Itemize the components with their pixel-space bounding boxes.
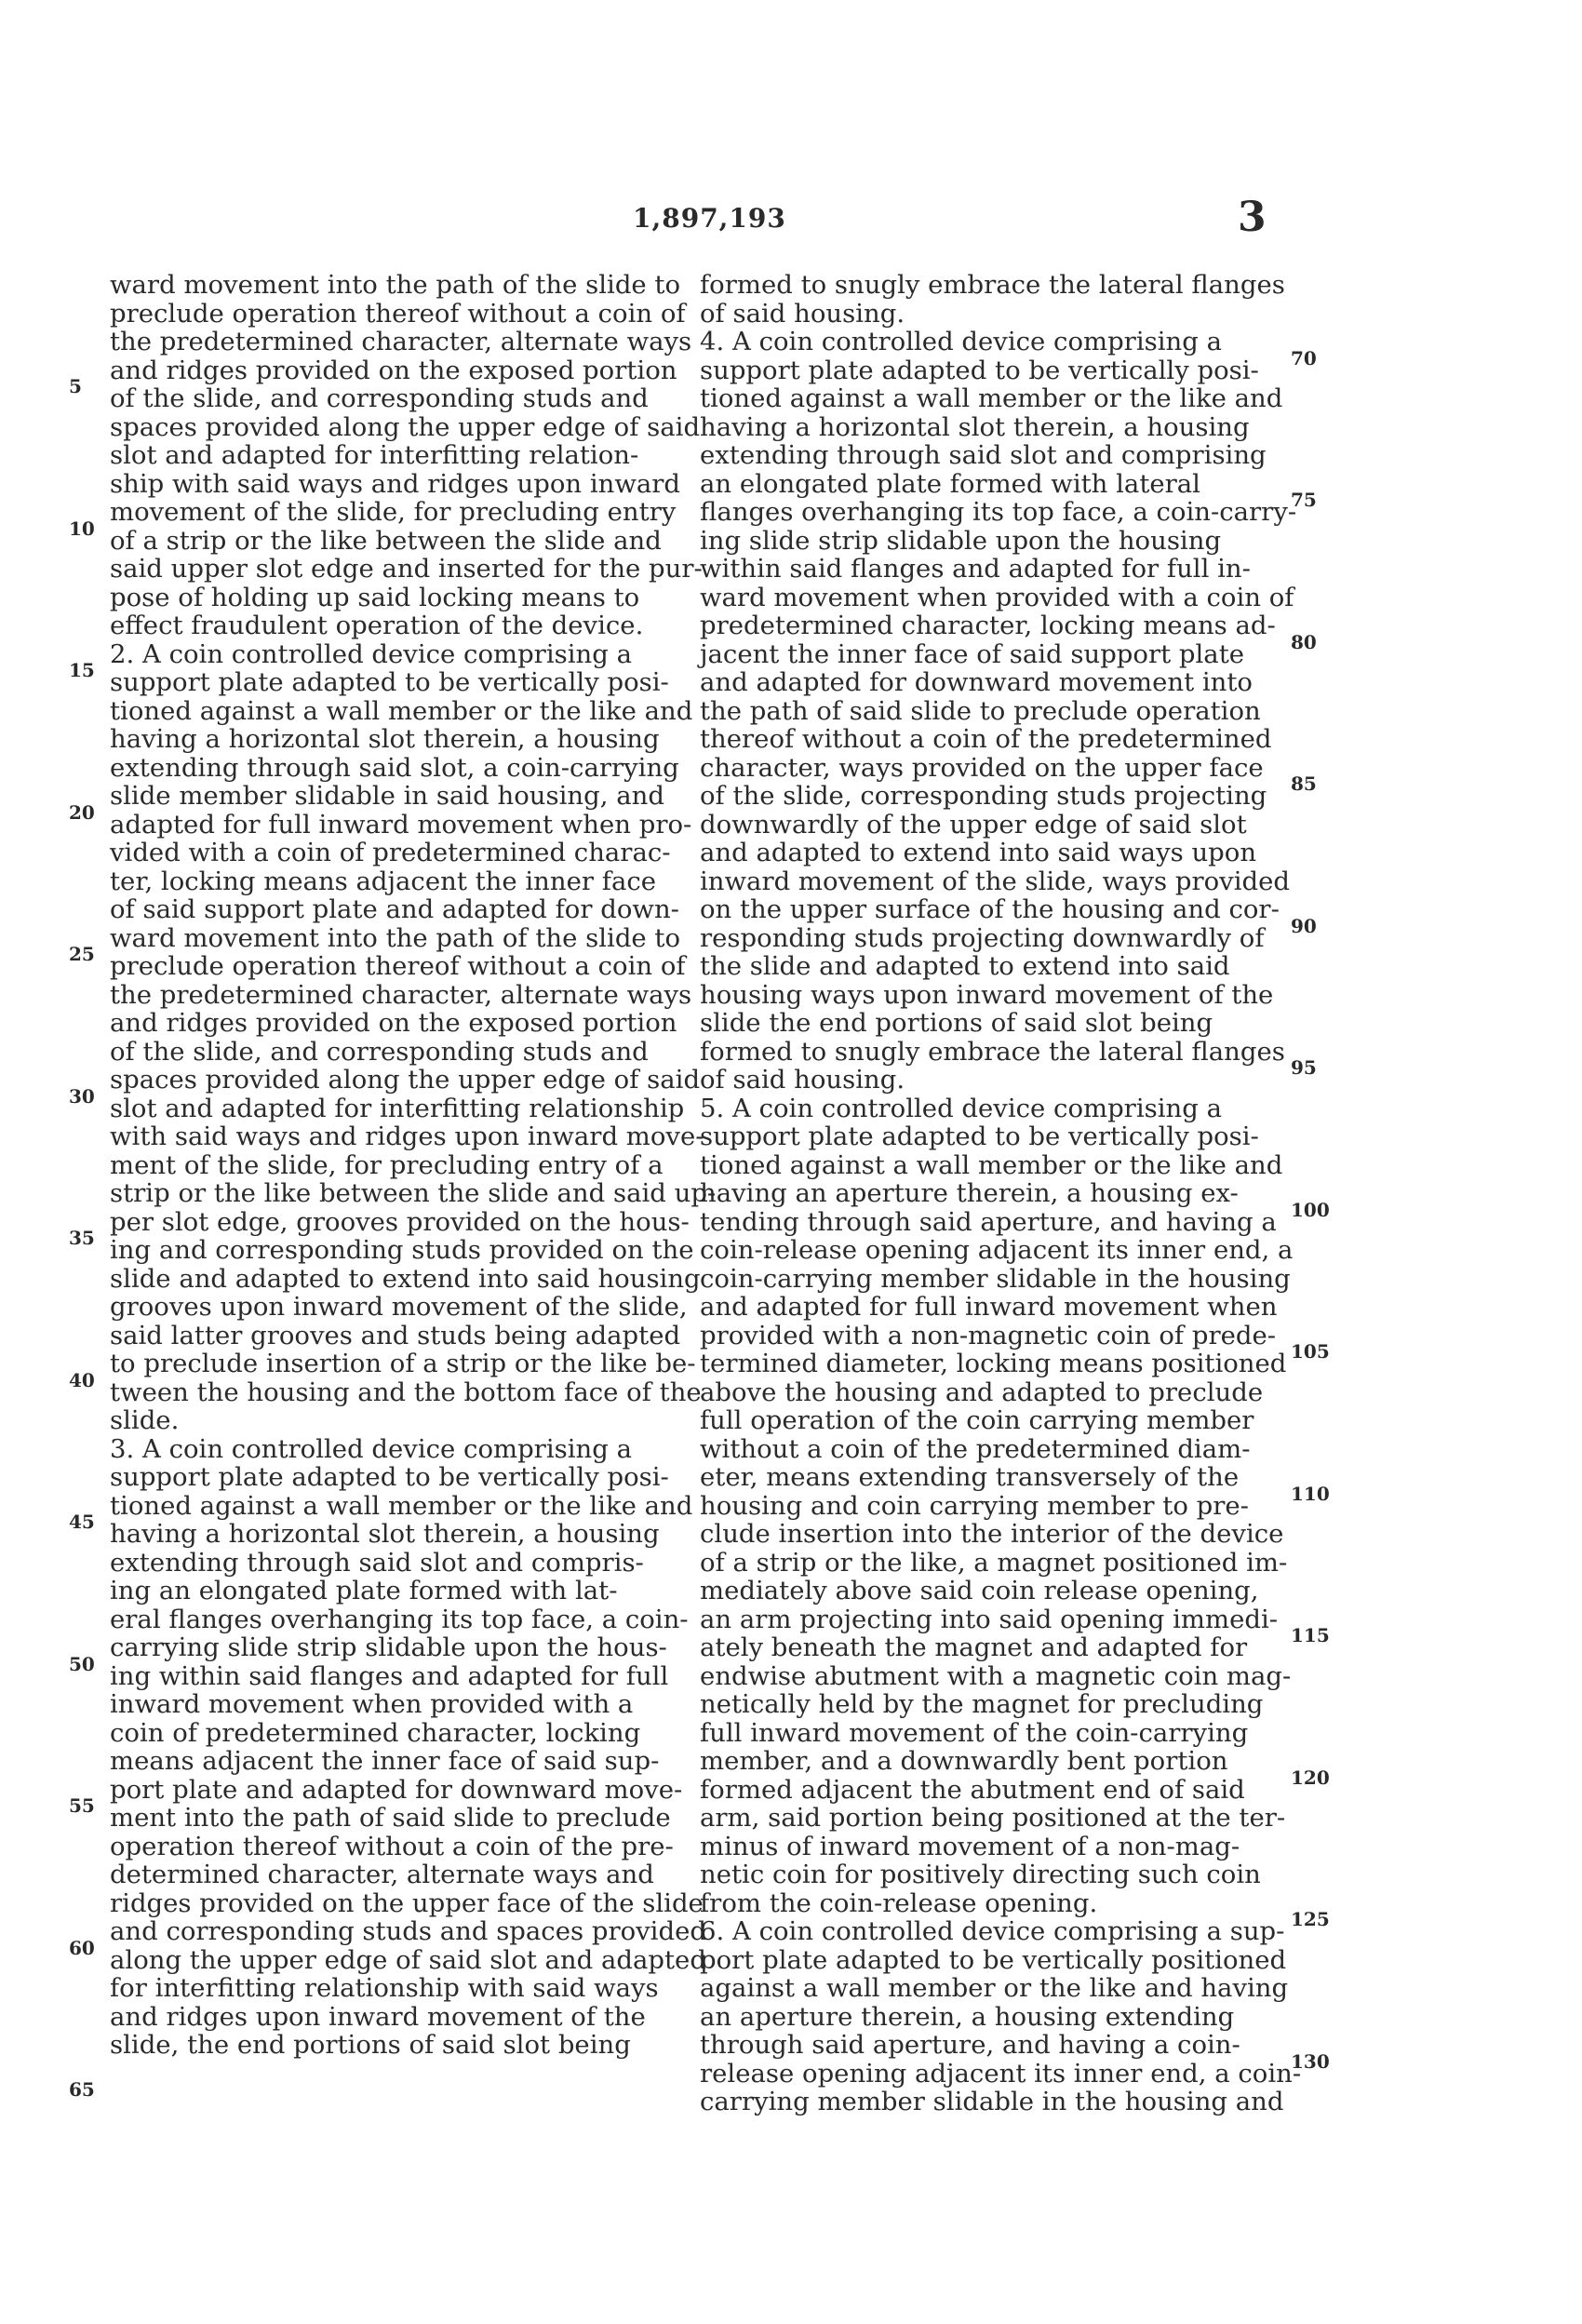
text-line: of a strip or the like between the slide and [110, 525, 662, 556]
right-column [700, 270, 1302, 2116]
text-line: of said housing. [700, 298, 905, 329]
text-line: ing and corresponding studs provided on the [110, 1235, 694, 1265]
text-line: mediately above said coin release opening, [700, 1576, 1259, 1605]
text-line: an aperture therein, a housing extending [700, 2001, 1235, 2032]
line-number: 120 [1291, 1766, 1330, 1789]
text-line: said upper slot edge and inserted for the pur- [110, 554, 703, 584]
text-line: extending through said slot, a coin-carrying [110, 752, 679, 783]
text-line: support plate adapted to be vertically posi- [110, 1462, 669, 1492]
text-line: tioned against a wall member or the like and [110, 695, 693, 726]
text-line: slide and adapted to extend into said housing [110, 1263, 701, 1294]
text-line: ward movement into the path of the slide to [110, 922, 681, 953]
text-line: ing within said flanges and adapted for full [110, 1660, 669, 1691]
text-line: 2. A coin controlled device comprising a [110, 638, 632, 669]
text-line: ment of the slide, for precluding entry of a [110, 1149, 664, 1180]
text-line: on the upper surface of the housing and cor- [700, 894, 1280, 924]
text-line: above the housing and adapted to preclude [700, 1377, 1264, 1407]
line-number: 70 [1291, 346, 1317, 369]
text-line: spaces provided along the upper edge of said [110, 411, 701, 442]
text-line: predetermined character, locking means ad- [700, 611, 1276, 640]
line-number: 75 [1291, 489, 1317, 511]
text-line: 4. A coin controlled device comprising a [700, 327, 1222, 356]
text-line: against a wall member or the like and having [700, 1973, 1289, 2003]
line-number: 110 [1291, 1482, 1330, 1505]
text-line: 3. A coin controlled device comprising a [110, 1433, 632, 1464]
text-line: the slide and adapted to extend into said [700, 951, 1230, 981]
text-line: per slot edge, grooves provided on the hous- [110, 1206, 690, 1237]
text-line: provided with a non-magnetic coin of prede- [700, 1320, 1277, 1350]
text-line: termined diameter, locking means positioned [700, 1349, 1287, 1378]
text-line: of the slide, and corresponding studs and [110, 383, 649, 413]
text-line: flanges overhanging its top face, a coin-carry- [700, 497, 1297, 527]
patent-number: 1,897,193 [633, 203, 786, 234]
text-line: ward movement into the path of the slide to [110, 270, 681, 300]
line-number: 15 [69, 659, 95, 681]
text-line: ward movement when provided with a coin of [700, 582, 1294, 612]
text-line: slide, the end portions of said slot being [110, 2030, 631, 2060]
text-line: preclude operation thereof without a coin of [110, 951, 686, 981]
text-line: ridges provided on the upper face of the slide [110, 1887, 704, 1918]
line-number: 40 [69, 1368, 95, 1391]
text-line: coin-carrying member slidable in the housing [700, 1263, 1291, 1294]
line-number: 115 [1291, 1624, 1330, 1646]
text-line: formed adjacent the abutment end of said [700, 1774, 1245, 1805]
text-line: the path of said slide to preclude operation [700, 695, 1261, 726]
text-line: means adjacent the inner face of said sup- [110, 1746, 660, 1776]
text-line: and adapted for downward movement into [700, 667, 1253, 697]
line-number: 65 [69, 2078, 95, 2101]
text-line: 5. A coin controlled device comprising a [700, 1093, 1222, 1123]
text-line: and ridges provided on the exposed portion [110, 1008, 677, 1038]
line-number: 95 [1291, 1056, 1317, 1079]
text-line: of the slide, corresponding studs projecting [700, 781, 1267, 811]
text-line: and ridges upon inward movement of the [110, 2001, 646, 2032]
text-line: full inward movement of the coin-carrying [700, 1717, 1249, 1748]
page-number: 3 [1238, 194, 1267, 241]
text-line: for interfitting relationship with said ways [110, 1973, 659, 2003]
text-line: support plate adapted to be vertically posi- [700, 1122, 1259, 1151]
text-line: ment into the path of said slide to preclude [110, 1803, 671, 1833]
line-number: 90 [1291, 914, 1317, 937]
text-line: netically held by the magnet for precluding [700, 1689, 1264, 1719]
text-line: tending through said aperture, and having a [700, 1206, 1277, 1237]
text-line: slide. [110, 1405, 180, 1435]
text-line: having an aperture therein, a housing ex- [700, 1178, 1239, 1208]
text-line: and adapted for full inward movement when [700, 1292, 1278, 1322]
text-line: eter, means extending transversely of the [700, 1462, 1240, 1492]
left-column [110, 270, 717, 2060]
text-line: netic coin for positively directing such coin [700, 1860, 1261, 1889]
text-line: having a horizontal slot therein, a housing [110, 724, 660, 754]
text-line: inward movement when provided with a [110, 1689, 634, 1719]
text-line: member, and a downwardly bent portion [700, 1746, 1228, 1776]
line-number: 105 [1291, 1340, 1330, 1363]
line-number: 85 [1291, 772, 1317, 795]
text-line: full operation of the coin carrying member [700, 1405, 1254, 1435]
line-number: 100 [1291, 1198, 1330, 1221]
text-line: an elongated plate formed with lateral [700, 468, 1200, 499]
line-number: 20 [69, 800, 95, 824]
text-line: vided with a coin of predetermined charac- [110, 838, 671, 867]
text-line: and corresponding studs and spaces provided [110, 1916, 706, 1946]
text-line: ing slide strip slidable upon the housing [700, 525, 1222, 556]
text-line: minus of inward movement of a non-mag- [700, 1831, 1240, 1861]
text-line: support plate adapted to be vertically posi- [110, 667, 669, 697]
text-line: coin of predetermined character, locking [110, 1717, 641, 1748]
line-number: 45 [69, 1511, 95, 1533]
text-line: formed to snugly embrace the lateral flanges [700, 1036, 1285, 1067]
text-line: tioned against a wall member or the like and [110, 1490, 693, 1521]
text-line: 6. A coin controlled device comprising a sup- [700, 1916, 1285, 1946]
text-line: slide member slidable in said housing, and [110, 781, 664, 811]
text-line: inward movement of the slide, ways provided [700, 866, 1290, 896]
text-line: effect fraudulent operation of the device. [110, 611, 644, 640]
text-line: grooves upon inward movement of the slide, [110, 1292, 688, 1322]
text-line: to preclude insertion of a strip or the like be- [110, 1349, 696, 1378]
text-line: the predetermined character, alternate ways [110, 979, 692, 1010]
text-line: slot and adapted for interfitting relation- [110, 440, 639, 470]
text-line: thereof without a coin of the predetermined [700, 724, 1272, 754]
text-line: and adapted to extend into said ways upon [700, 838, 1257, 867]
line-number: 25 [69, 943, 95, 965]
text-line: through said aperture, and having a coin- [700, 2030, 1240, 2060]
text-line: without a coin of the predetermined diam- [700, 1433, 1251, 1464]
line-number: 55 [69, 1794, 95, 1817]
text-line: character, ways provided on the upper face [700, 752, 1264, 783]
text-line: tioned against a wall member or the like and [700, 1149, 1283, 1180]
text-line: having a horizontal slot therein, a housing [700, 411, 1250, 442]
text-line: said latter grooves and studs being adapted [110, 1320, 681, 1350]
text-line: having a horizontal slot therein, a housing [110, 1519, 660, 1549]
text-line: within said flanges and adapted for full in- [700, 554, 1251, 584]
text-line: jacent the inner face of said support plate [700, 638, 1245, 669]
text-line: ter, locking means adjacent the inner face [110, 866, 657, 896]
text-line: of a strip or the like, a magnet positioned im- [700, 1547, 1288, 1578]
text-line: and ridges provided on the exposed portion [110, 355, 677, 385]
text-line: slide the end portions of said slot being [700, 1008, 1213, 1038]
text-line: eral flanges overhanging its top face, a coin- [110, 1604, 689, 1634]
text-line: port plate and adapted for downward move- [110, 1774, 683, 1805]
text-line: of said support plate and adapted for down- [110, 894, 679, 924]
text-line: preclude operation thereof without a coin of [110, 298, 686, 329]
text-line: housing ways upon inward movement of the [700, 979, 1274, 1010]
line-number: 5 [69, 375, 82, 397]
text-line: slot and adapted for interfitting relationship [110, 1093, 685, 1123]
text-line: carrying slide strip slidable upon the hous- [110, 1632, 667, 1662]
line-number: 50 [69, 1652, 95, 1675]
line-number: 130 [1291, 2049, 1330, 2073]
text-line: clude insertion into the interior of the device [700, 1519, 1284, 1549]
text-line: spaces provided along the upper edge of said [110, 1065, 701, 1095]
text-line: arm, said portion being positioned at the ter- [700, 1803, 1286, 1833]
text-line: of the slide, and corresponding studs and [110, 1036, 649, 1067]
text-line: formed to snugly embrace the lateral flanges [700, 270, 1285, 300]
line-number: 125 [1291, 1908, 1330, 1930]
text-line: tioned against a wall member or the like and [700, 383, 1283, 413]
line-number: 10 [69, 517, 95, 540]
text-line: tween the housing and the bottom face of the [110, 1377, 702, 1407]
text-line: ately beneath the magnet and adapted for [700, 1632, 1248, 1662]
text-line: responding studs projecting downwardly of [700, 922, 1265, 953]
text-line: extending through said slot and compris- [110, 1547, 644, 1578]
text-line: release opening adjacent its inner end, a coin- [700, 2058, 1302, 2089]
text-line: pose of holding up said locking means to [110, 582, 640, 612]
text-line: an arm projecting into said opening immedi- [700, 1604, 1279, 1634]
text-line: extending through said slot and comprising [700, 440, 1267, 470]
text-line: adapted for full inward movement when pro- [110, 809, 692, 840]
text-line: determined character, alternate ways and [110, 1860, 654, 1889]
text-line: with said ways and ridges upon inward move- [110, 1122, 704, 1151]
text-line: strip or the like between the slide and said up- [110, 1178, 717, 1208]
text-line: of said housing. [700, 1065, 905, 1095]
text-line: operation thereof without a coin of the pre- [110, 1831, 674, 1861]
text-line: movement of the slide, for precluding entry [110, 497, 677, 527]
text-line: support plate adapted to be vertically posi- [700, 355, 1259, 385]
text-line: endwise abutment with a magnetic coin mag- [700, 1660, 1292, 1691]
text-line: coin-release opening adjacent its inner end, a [700, 1235, 1294, 1265]
text-line: port plate adapted to be vertically positioned [700, 1944, 1287, 1975]
line-number: 30 [69, 1084, 95, 1108]
text-line: along the upper edge of said slot and adapted [110, 1944, 706, 1975]
text-line: ship with said ways and ridges upon inward [110, 468, 681, 499]
text-line: housing and coin carrying member to pre- [700, 1490, 1249, 1521]
line-number: 60 [69, 1936, 95, 1959]
text-line: downwardly of the upper edge of said slot [700, 809, 1247, 840]
text-line: the predetermined character, alternate ways [110, 327, 692, 356]
text-line: carrying member slidable in the housing and [700, 2087, 1284, 2116]
line-number: 35 [69, 1227, 95, 1249]
line-number: 80 [1291, 630, 1317, 653]
text-line: ing an elongated plate formed with lat- [110, 1576, 618, 1605]
text-line: from the coin-release opening. [700, 1887, 1098, 1918]
